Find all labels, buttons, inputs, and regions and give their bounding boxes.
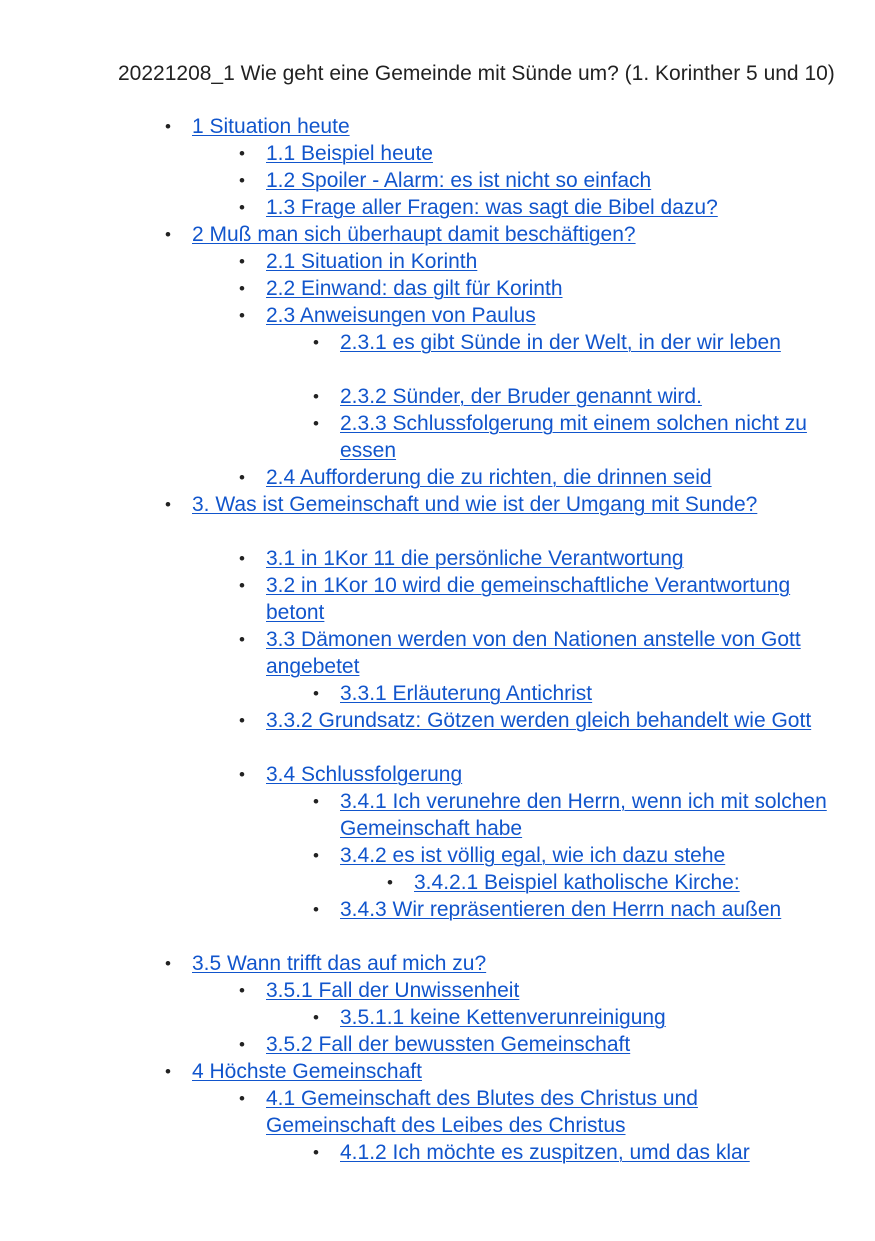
toc-link[interactable]: 2.3.3 Schlussfolgerung mit einem solchen nicht zu essen	[340, 412, 807, 462]
bullet-icon: •	[239, 468, 245, 487]
toc-link[interactable]: 3.4.2 es ist völlig egal, wie ich dazu stehe	[340, 844, 726, 867]
toc-entry	[313, 410, 830, 464]
toc-entry	[239, 626, 830, 680]
bullet-icon: •	[239, 549, 245, 568]
toc-entry	[239, 140, 830, 167]
bullet-icon: •	[313, 846, 319, 865]
toc-link[interactable]: 3. Was ist Gemeinschaft und wie ist der Umgang mit Sunde?	[192, 493, 758, 516]
toc-entry	[313, 383, 830, 410]
bullet-icon: •	[239, 1035, 245, 1054]
toc-entry	[165, 113, 830, 140]
toc-link[interactable]: 1.2 Spoiler - Alarm: es ist nicht so einfach	[266, 169, 652, 192]
toc-entry	[239, 1085, 830, 1139]
toc-link[interactable]: 3.2 in 1Kor 10 wird die gemeinschaftliche Verantwortung betont	[266, 574, 791, 624]
toc-entry	[313, 896, 830, 923]
bullet-icon: •	[165, 954, 171, 973]
bullet-icon: •	[313, 1143, 319, 1162]
toc-link[interactable]: 3.5 Wann trifft das auf mich zu?	[192, 952, 487, 975]
toc-link[interactable]: 3.4.2.1 Beispiel katholische Kirche:	[414, 871, 740, 894]
bullet-icon: •	[165, 117, 171, 136]
toc-link[interactable]: 3.3.1 Erläuterung Antichrist	[340, 682, 593, 705]
toc-entry	[239, 248, 830, 275]
document-title: 20221208_1 Wie geht eine Gemeinde mit Sünde um? (1. Korinther 5 und 10)	[118, 62, 835, 85]
toc-link[interactable]: 2.3.1 es gibt Sünde in der Welt, in der wir leben	[340, 331, 781, 354]
toc-entry	[239, 707, 830, 734]
bullet-icon: •	[239, 198, 245, 217]
bullet-icon: •	[313, 684, 319, 703]
bullet-icon: •	[239, 981, 245, 1000]
toc-entry	[313, 788, 830, 842]
bullet-icon: •	[239, 144, 245, 163]
toc-entry	[313, 1004, 830, 1031]
toc-link[interactable]: 3.5.1.1 keine Kettenverunreinigung	[340, 1006, 666, 1029]
toc-entry	[313, 329, 830, 356]
bullet-icon: •	[239, 1089, 245, 1108]
toc-link[interactable]: 2.4 Aufforderung die zu richten, die drinnen seid	[266, 466, 712, 489]
toc-entry	[239, 761, 830, 788]
toc-link[interactable]: 4.1.2 Ich möchte es zuspitzen, umd das klar	[340, 1141, 750, 1164]
bullet-icon: •	[239, 711, 245, 730]
bullet-icon: •	[313, 387, 319, 406]
toc-link[interactable]: 3.1 in 1Kor 11 die persönliche Verantwortung	[266, 547, 684, 570]
bullet-icon: •	[239, 765, 245, 784]
toc-entry	[387, 869, 830, 896]
toc-entry	[313, 1139, 830, 1166]
toc-link[interactable]: 3.4.1 Ich verunehre den Herrn, wenn ich mit solchen Gemeinschaft habe	[340, 790, 827, 840]
toc-link[interactable]: 2.3 Anweisungen von Paulus	[266, 304, 536, 327]
toc-link[interactable]: 3.5.2 Fall der bewussten Gemeinschaft	[266, 1033, 631, 1056]
bullet-icon: •	[165, 225, 171, 244]
toc-link[interactable]: 3.3.2 Grundsatz: Götzen werden gleich behandelt wie Gott	[266, 709, 812, 732]
toc-entry	[239, 977, 830, 1004]
bullet-icon: •	[313, 414, 319, 433]
toc-link[interactable]: 1.1 Beispiel heute	[266, 142, 433, 165]
bullet-icon: •	[165, 495, 171, 514]
toc-link[interactable]: 4.1 Gemeinschaft des Blutes des Christus und Gemeinschaft des Leibes des Christus	[266, 1087, 698, 1137]
toc-entry	[165, 221, 830, 248]
toc-entry	[239, 1031, 830, 1058]
toc-link[interactable]: 2 Muß man sich überhaupt damit beschäftigen?	[192, 223, 636, 246]
bullet-icon: •	[313, 900, 319, 919]
toc-entry	[239, 275, 830, 302]
toc-entry	[313, 680, 830, 707]
toc-entry	[313, 842, 830, 869]
toc-link[interactable]: 2.3.2 Sünder, der Bruder genannt wird.	[340, 385, 702, 408]
toc-entry	[239, 572, 830, 626]
toc-entry	[165, 1058, 830, 1085]
bullet-icon: •	[239, 252, 245, 271]
toc-entry	[165, 950, 830, 977]
bullet-icon: •	[239, 576, 245, 595]
bullet-icon: •	[313, 1008, 319, 1027]
bullet-icon: •	[239, 171, 245, 190]
toc-link[interactable]: 2.1 Situation in Korinth	[266, 250, 478, 273]
toc-link[interactable]: 3.5.1 Fall der Unwissenheit	[266, 979, 520, 1002]
toc-link[interactable]: 2.2 Einwand: das gilt für Korinth	[266, 277, 563, 300]
toc-entry	[239, 302, 830, 329]
toc-entry	[239, 194, 830, 221]
bullet-icon: •	[313, 333, 319, 352]
bullet-icon: •	[165, 1062, 171, 1081]
bullet-icon: •	[239, 630, 245, 649]
bullet-icon: •	[239, 279, 245, 298]
bullet-icon: •	[387, 873, 393, 892]
toc-link[interactable]: 3.4.3 Wir repräsentieren den Herrn nach außen	[340, 898, 782, 921]
toc-link[interactable]: 3.4 Schlussfolgerung	[266, 763, 463, 786]
toc-entry	[165, 491, 830, 518]
bullet-icon: •	[239, 306, 245, 325]
toc-entry	[239, 464, 830, 491]
toc-entry	[239, 545, 830, 572]
toc-link[interactable]: 1.3 Frage aller Fragen: was sagt die Bibel dazu?	[266, 196, 718, 219]
toc-link[interactable]: 1 Situation heute	[192, 115, 350, 138]
toc-link[interactable]: 4 Höchste Gemeinschaft	[192, 1060, 422, 1083]
bullet-icon: •	[313, 792, 319, 811]
toc-link[interactable]: 3.3 Dämonen werden von den Nationen anstelle von Gott angebetet	[266, 628, 801, 678]
toc-entry	[239, 167, 830, 194]
